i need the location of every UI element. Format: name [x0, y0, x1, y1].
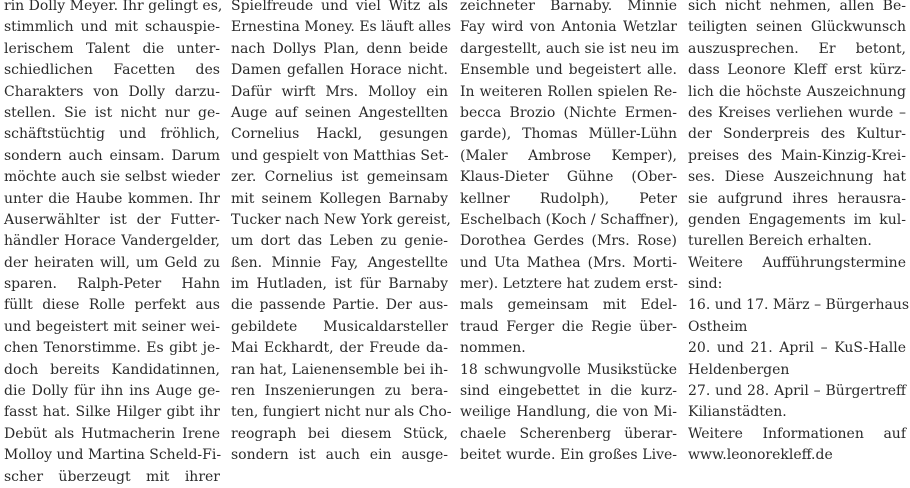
- text-line: schiedlichen Facetten des: [4, 62, 220, 79]
- text-line: Molloy und Martina Scheld-Fi-: [4, 447, 222, 464]
- text-line: Charakters von Dolly darzu-: [4, 83, 220, 100]
- text-line: sind eingebettet in die kurz-: [460, 383, 677, 400]
- text-line: Weitere Aufführungstermine: [688, 254, 906, 271]
- text-line: Klaus-Dieter Gühne (Ober-: [460, 169, 677, 186]
- text-line: sondern auch einsam. Darum: [4, 147, 220, 164]
- text-line: ses. Diese Auszeichnung hat: [688, 169, 906, 186]
- text-line: sich nicht nehmen, allen Be-: [688, 0, 906, 14]
- text-line: Weitere Informationen auf: [688, 425, 906, 442]
- text-line: Dorothea Gerdes (Mrs. Rose): [460, 233, 677, 250]
- text-line: und Uta Mathea (Mrs. Morti-: [460, 254, 677, 271]
- text-line: möchte auch sie selbst wieder: [4, 169, 220, 186]
- text-line: sind:: [688, 276, 723, 293]
- text-line: lerischem Talent die unter-: [4, 40, 220, 57]
- text-line: traud Ferger die Regie über-: [460, 318, 677, 335]
- text-line: kellner Rudolph), Peter: [460, 190, 677, 207]
- text-line: und gespielt von Matthias Set-: [231, 147, 449, 164]
- text-line: ren Inszenierungen zu bera-: [231, 383, 448, 400]
- text-line: preises des Main-Kinzig-Krei-: [688, 147, 906, 164]
- text-line: Dafür wirft Mrs. Molloy ein: [231, 83, 448, 100]
- text-line: Cornelius Hackl, gesungen: [231, 126, 448, 143]
- text-line: reograph bei diesem Stück,: [231, 425, 448, 442]
- text-line: garde), Thomas Müller-Lühn: [460, 126, 677, 143]
- text-line: die passende Partie. Der aus-: [231, 297, 448, 314]
- text-line: Fay wird von Antonia Wetzlar: [460, 19, 677, 36]
- text-line: füllt diese Rolle perfekt aus: [4, 297, 220, 314]
- text-line: beitet wurde. Ein großes Live-: [460, 447, 677, 464]
- text-line: nach Dollys Plan, denn beide: [231, 40, 448, 57]
- text-line: gebildete Musicaldarsteller: [231, 318, 448, 335]
- text-line: im Hutladen, ist für Barnaby: [231, 276, 448, 293]
- text-line: 20. und 21. April – KuS-Halle: [688, 340, 906, 357]
- text-line: um dort das Leben zu genie-: [231, 233, 448, 250]
- text-line: Auserwählter ist der Futter-: [4, 211, 220, 228]
- text-line: stellen. Sie ist nicht nur ge-: [4, 104, 220, 121]
- text-line: Spielfreude und viel Witz als: [231, 0, 448, 14]
- text-line: Ernestina Money. Es läuft alles: [231, 19, 452, 36]
- text-line: Tucker nach New York gereist,: [231, 211, 451, 228]
- text-line: scher überzeugt mit ihrer: [4, 468, 220, 485]
- text-line: ßen. Minnie Fay, Angestellte: [231, 254, 448, 271]
- text-line: sie aufgrund ihres herausra-: [688, 190, 906, 207]
- text-line: Heldenbergen: [688, 361, 790, 378]
- text-line: weilige Handlung, die von Mi-: [460, 404, 677, 421]
- text-line: ran hat, Laienensemble bei ih-: [231, 361, 448, 378]
- text-line: schäftstüchtig und fröhlich,: [4, 126, 220, 143]
- text-line: sondern ist auch ein ausge-: [231, 447, 448, 464]
- text-line: www.leonorekleff.de: [688, 447, 833, 464]
- text-line: rin Dolly Meyer. Ihr gelingt es,: [4, 0, 223, 14]
- text-line: In weiteren Rollen spielen Re-: [460, 83, 677, 100]
- text-line: (Maler Ambrose Kemper),: [460, 147, 677, 164]
- text-line: nommen.: [460, 340, 526, 357]
- text-line: Auge auf seinen Angestellten: [231, 104, 448, 121]
- text-line: händler Horace Vandergelder,: [4, 233, 220, 250]
- text-line: die Dolly für ihn ins Auge ge-: [4, 383, 220, 400]
- text-line: mit seinem Kollegen Barnaby: [231, 190, 448, 207]
- text-line: unter die Haube kommen. Ihr: [4, 190, 220, 207]
- text-line: 16. und 17. März – Bürgerhaus: [688, 297, 910, 314]
- text-line: turellen Bereich erhalten.: [688, 233, 872, 250]
- text-line: auszusprechen. Er betont,: [688, 40, 906, 57]
- text-line: chen Tenorstimme. Es gibt je-: [4, 340, 220, 357]
- text-line: 18 schwungvolle Musikstücke: [460, 361, 677, 378]
- text-line: becca Brozio (Nichte Ermen-: [460, 104, 677, 121]
- text-line: Debüt als Hutmacherin Irene: [4, 425, 220, 442]
- article-column-4: [688, 0, 910, 464]
- text-line: der Sonderpreis des Kultur-: [688, 126, 906, 143]
- text-line: mer). Letztere hat zudem erst-: [460, 276, 678, 293]
- text-line: genden Engagements im kul-: [688, 211, 906, 228]
- text-line: 27. und 28. April – Bürgertreff: [688, 383, 906, 400]
- text-line: teiligten seinen Glückwunsch: [688, 19, 906, 36]
- text-line: fasst hat. Silke Hilger gibt ihr: [4, 404, 220, 421]
- text-line: sparen. Ralph-Peter Hahn: [4, 276, 220, 293]
- text-line: der heiraten will, um Geld zu: [4, 254, 220, 271]
- text-line: doch bereits Kandidatinnen,: [4, 361, 220, 378]
- text-line: des Kreises verliehen wurde –: [688, 104, 906, 121]
- text-line: mals gemeinsam mit Edel-: [460, 297, 677, 314]
- text-line: stimmlich und mit schauspie-: [4, 19, 220, 36]
- text-line: und begeistert mit seiner wei-: [4, 318, 220, 335]
- text-line: lich die höchste Auszeichnung: [688, 83, 906, 100]
- text-line: Ensemble und begeistert alle.: [460, 62, 677, 79]
- text-line: dass Leonore Kleff erst kürz-: [688, 62, 906, 79]
- text-line: Kilianstädten.: [688, 404, 787, 421]
- article-column-2: [231, 0, 452, 464]
- text-line: chaele Scherenberg überar-: [460, 425, 677, 442]
- text-line: dargestellt, auch sie ist neu im: [460, 40, 680, 57]
- text-line: Ostheim: [688, 318, 748, 335]
- text-line: zer. Cornelius ist gemeinsam: [231, 169, 448, 186]
- text-line: Eschelbach (Koch / Schaffner),: [460, 211, 679, 228]
- text-line: Mai Eckhardt, der Freude da-: [231, 340, 448, 357]
- text-line: ten, fungiert nicht nur als Cho-: [231, 404, 452, 421]
- text-line: Damen gefallen Horace nicht.: [231, 62, 448, 79]
- article-column-1: [4, 0, 223, 485]
- text-line: zeichneter Barnaby. Minnie: [460, 0, 677, 14]
- article-column-3: [460, 0, 680, 464]
